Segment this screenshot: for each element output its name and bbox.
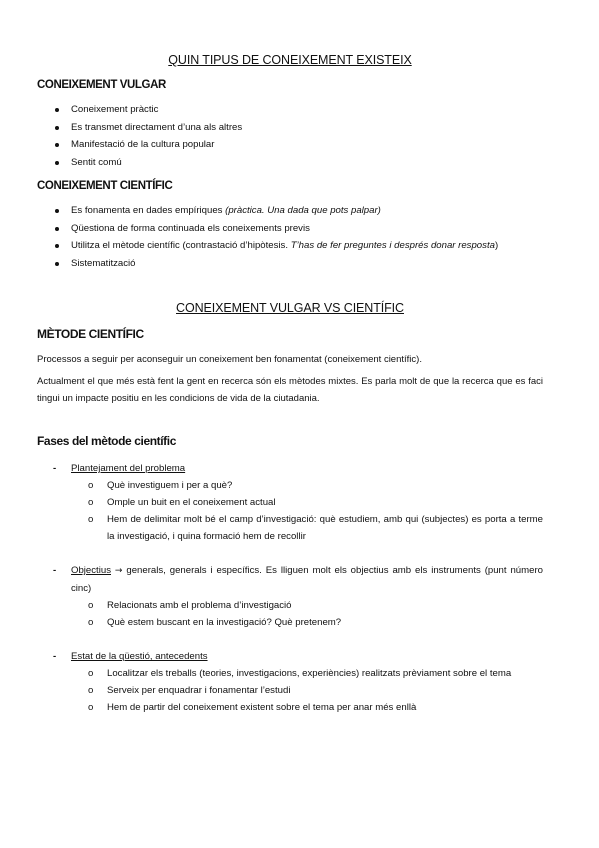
fase-item-estat-questio: - Estat de la qüestió, antecedents [37, 648, 543, 665]
list-item: Sistematització [37, 255, 543, 273]
section-title-vs: CONEIXEMENT VULGAR VS CIENTÍFIC [176, 301, 404, 315]
list-item: o Localitzar els treballs (teories, investigacions, experiències) realitzats prèviament sobre el tema [37, 665, 543, 682]
paragraph-actualment: Actualment el que més està fent la gent en recerca són els mètodes mixtes. Es parla molt de que la recerca que es faci tingui un impacte positiu en les condicions de vida de la ciutadania. [37, 376, 543, 404]
cientific-list [37, 202, 543, 272]
circle-bullet-icon: o [88, 480, 94, 491]
list-item: Coneixement pràctic [37, 101, 543, 119]
list-item: o Serveix per enquadrar i fonamentar l’estudi [37, 682, 543, 699]
bullet-icon [55, 161, 59, 165]
section-title-tipus: QUIN TIPUS DE CONEIXEMENT EXISTEIX [168, 53, 412, 67]
fase-item-objectius: - Objectius → generals, generals i específics. Es lliguen molt els objectius amb els instruments (punt número cinc) [37, 562, 543, 597]
bullet-icon [55, 143, 59, 147]
heading-coneixement-cientific: CONEIXEMENT CIENTÍFIC [37, 180, 173, 192]
circle-bullet-icon: o [88, 600, 94, 611]
list-item: Qüestiona de forma continuada els coneixements previs [37, 220, 543, 238]
fase-sublist [37, 665, 543, 716]
fase-sublist [37, 597, 543, 631]
list-item: Utilitza el mètode científic (contrastació d’hipòtesis. T’has de fer preguntes i després donar resposta) [37, 237, 543, 255]
heading-fases: Fases del mètode científic [37, 434, 176, 448]
bullet-icon [55, 244, 59, 248]
bullet-icon [55, 209, 59, 213]
list-item: o Hem de partir del coneixement existent sobre el tema per anar més enllà [37, 699, 543, 716]
list-item: o Què investiguem i per a què? [37, 477, 543, 494]
list-item: o Què estem buscant en la investigació? Què pretenem? [37, 614, 543, 631]
heading-coneixement-vulgar: CONEIXEMENT VULGAR [37, 79, 166, 91]
dash-icon: - [53, 565, 57, 576]
list-item: o Relacionats amb el problema d’investigació [37, 597, 543, 614]
bullet-icon [55, 108, 59, 112]
circle-bullet-icon: o [88, 514, 94, 525]
circle-bullet-icon: o [88, 685, 94, 696]
dash-icon: - [53, 463, 57, 474]
circle-bullet-icon: o [88, 702, 94, 713]
heading-metode-cientific: MÈTODE CIENTÍFIC [37, 327, 144, 341]
bullet-icon [55, 262, 59, 266]
list-item: Es fonamenta en dades empíriques (pràctica. Una dada que pots palpar) [37, 202, 543, 220]
circle-bullet-icon: o [88, 497, 94, 508]
fase-sublist [37, 477, 543, 545]
circle-bullet-icon: o [88, 668, 94, 679]
bullet-icon [55, 126, 59, 130]
paragraph-processos: Processos a seguir per aconseguir un coneixement ben fonamentat (coneixement científic). [37, 354, 422, 365]
bullet-icon [55, 227, 59, 231]
dash-icon: - [53, 651, 57, 662]
list-item: o Hem de delimitar molt bé el camp d’investigació: què estudiem, amb qui (subjectes) es porta a terme la investigació, i quina formació hem de recollir [37, 511, 543, 545]
fase-item-plantejament: - Plantejament del problema [37, 460, 543, 477]
list-item: Manifestació de la cultura popular [37, 136, 543, 154]
list-item: Sentit comú [37, 154, 543, 172]
list-item: Es transmet directament d’una als altres [37, 119, 543, 137]
circle-bullet-icon: o [88, 617, 94, 628]
vulgar-list [37, 101, 543, 171]
arrow-right-icon: → [114, 566, 123, 576]
list-item: o Omple un buit en el coneixement actual [37, 494, 543, 511]
